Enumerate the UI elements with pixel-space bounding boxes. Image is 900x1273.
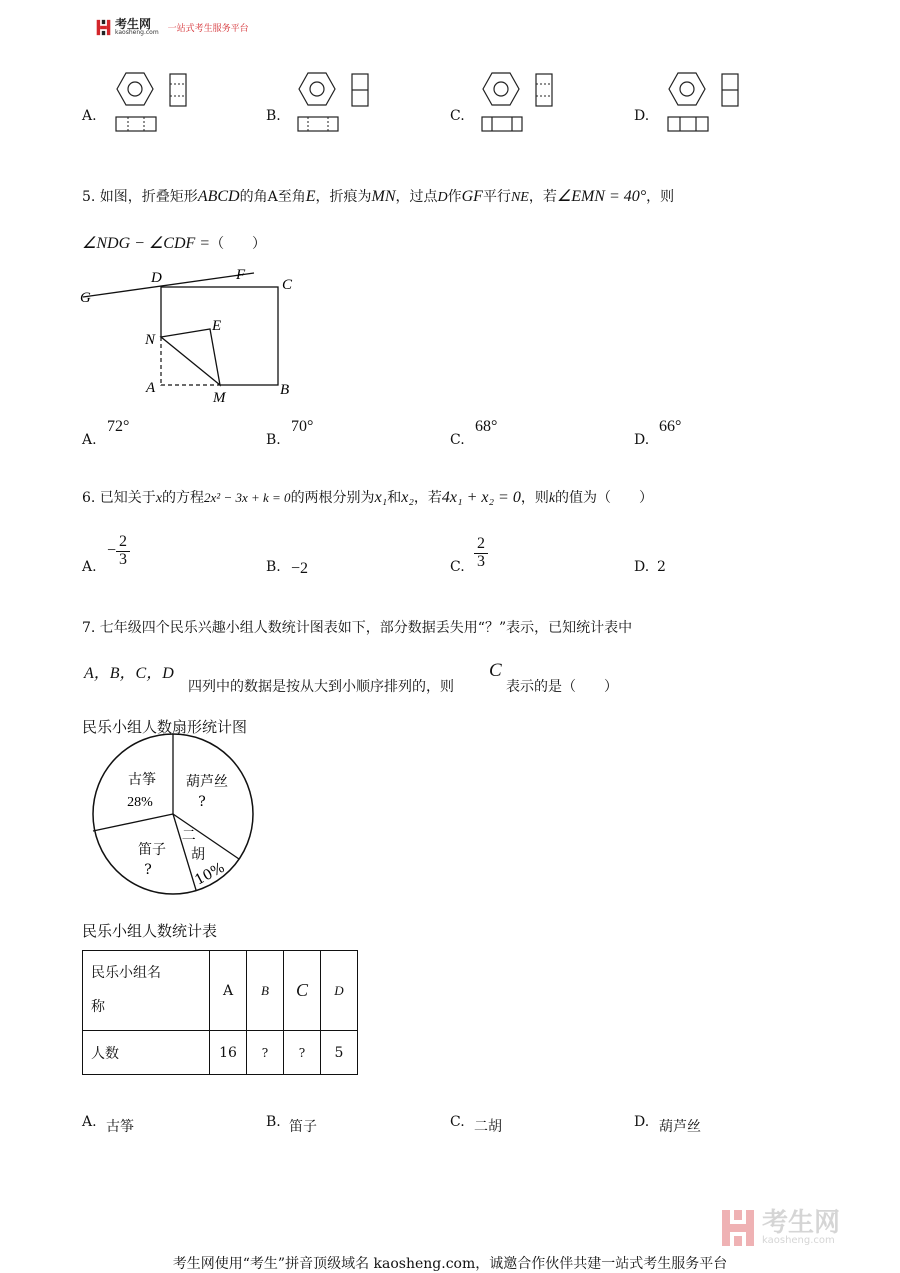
watermark-text [762,1210,840,1246]
q6-prefix: 6. 已知关于 [82,490,156,506]
table-col-b: B [247,951,284,1031]
q7-option-b-value: 笛子 [289,1119,317,1135]
q5-condition: ∠EMN = 40° [556,188,647,205]
q5-label-f: F [236,267,246,283]
q7-option-c-value: 二胡 [474,1119,502,1135]
q6-x1: x₁ [374,489,388,506]
logo-name: 考生网 [115,17,152,31]
q7-option-d-letter[interactable]: D. [634,1114,650,1130]
q5-crease-mn: MN [371,188,396,205]
q7-line2-end: 表示的是（ ） [506,679,618,695]
q5-option-a-letter[interactable]: A. [82,432,97,448]
header-logo[interactable] [95,18,249,36]
q6-option-a-numerator: 2 [119,533,128,550]
q6-x2: x₂ [401,489,414,506]
watermark [718,1208,840,1248]
pie-label-hulusi: 葫芦丝 [186,774,228,790]
table-header-label-l2: 称 [91,998,105,1015]
q6-part5: ，则 [520,490,549,506]
watermark-name: 考生网 [762,1208,841,1238]
q7-stem-line2 [84,660,784,700]
q7-option-b-letter[interactable]: B. [266,1114,281,1130]
q5-rectangle [161,287,278,385]
pie-label-erhu-top: 二 [181,828,196,844]
table-col-d: D [321,951,358,1031]
logo-slogan: 一站式考生服务平台 [167,23,249,34]
q6-stem [82,487,653,507]
q6-part4: ，若 [413,490,442,506]
q5-label-g: G [80,290,91,306]
q6-option-c-numerator: 2 [477,535,485,552]
q6-part3: 的两根分别为 [290,490,375,506]
q5-option-c-value: 68° [475,418,498,435]
q6-part2: 的方程 [162,490,205,506]
q6-part6: 的值为（ ） [555,490,654,506]
q6-option-a-sign: − [107,542,117,560]
q7-stats-table [82,950,358,1075]
q6-option-b-value: −2 [291,560,309,577]
q5-line-ne: NE [510,190,529,205]
q5-option-c-letter[interactable]: C. [450,432,465,448]
pie-value-hulusi: ? [198,794,206,810]
pie-label-erhu-bottom: 胡 [191,847,205,863]
q5-label-e: E [212,318,222,334]
q5-option-a-value: 72° [107,418,130,435]
logo-text [115,18,159,36]
q7-option-d-value: 葫芦丝 [659,1119,701,1135]
q6-option-c-fraction [474,536,488,571]
q5-label-m: M [213,390,226,406]
table-row-label: 人数 [83,1031,210,1075]
q7-letter-c: C [489,660,502,681]
q6-option-a-fraction [116,534,130,569]
q7-table-title: 民乐小组人数统计表 [82,922,218,940]
q6-var-k: k [548,491,556,506]
q6-option-d-letter[interactable]: D. [634,559,650,575]
q5-part3: ，折痕为 [315,189,372,205]
table-value-d: 5 [321,1031,358,1075]
q6-option-c-letter[interactable]: C. [450,559,465,575]
q4-option-b-letter: B. [266,108,281,124]
q6-condition: 4x₁ + x₂ = 0 [441,489,521,506]
table-col-a: A [210,951,247,1031]
footer-text: 考生网使用“考生”拼音顶级域名 kaosheng.com，诚邀合作伙伴共建一站式考生服务平台 [172,1256,728,1272]
q5-option-b-value: 70° [291,418,314,435]
q5-part8: ，则 [646,189,675,205]
q5-part6: 平行 [482,189,511,205]
q5-label-n: N [145,332,156,348]
q5-point-d: D [437,190,448,205]
table-value-a: 16 [210,1031,247,1075]
q5-label-a: A [146,380,156,396]
table-header-label-l1: 民乐小组名 [91,964,161,981]
watermark-logo-icon [718,1208,758,1248]
kaosheng-logo-icon [95,19,112,36]
q5-label-d: D [151,270,162,286]
q5-label-b: B [280,382,290,398]
q4-option-c-letter: C. [450,108,465,124]
q6-option-b-letter[interactable]: B. [266,559,281,575]
table-col-c: C [284,951,321,1031]
q5-option-d-value: 66° [659,418,682,435]
q6-option-a-denominator: 3 [119,550,128,568]
q5-stem-line2 [82,233,266,253]
q6-option-c-denominator: 3 [477,552,485,570]
q7-cols-italic: A，B，C，D [84,665,174,682]
q5-prefix: 5. 如图，折叠矩形 [82,189,198,205]
pie-label-guzheng: 古筝 [128,772,156,788]
q6-var-x: x [155,491,163,506]
q7-option-a-value: 古筝 [106,1119,134,1135]
q5-option-b-letter[interactable]: B. [266,432,281,448]
q6-option-d-value: 2 [657,559,666,575]
q4-figure-d [660,66,755,136]
table-value-c: ? [284,1031,321,1075]
q5-part4: ，过点 [395,189,438,205]
q7-pie-title: 民乐小组人数扇形统计图 [82,718,248,736]
pie-divider-left [93,814,173,831]
q5-expression: ∠NDG − ∠CDF = [82,235,211,252]
q5-part5: 作 [447,189,462,205]
q7-line2-text: 四列中的数据是按从大到小顺序排列的，则 [188,679,454,695]
table-value-b: ? [247,1031,284,1075]
q5-line-gf: GF [461,188,483,205]
q5-part7: ，若 [528,189,557,205]
table-header-label [83,951,210,1031]
q6-and: 和 [387,490,402,506]
q5-label-c: C [282,277,293,293]
pie-value-erhu: 10% [192,859,228,889]
q7-pie-chart [88,732,258,902]
q6-option-a-value [107,534,130,569]
watermark-domain: kaosheng.com [762,1235,835,1246]
q5-blank: （ ） [210,236,267,252]
q6-equation: 2x² − 3x + k = 0 [204,490,291,505]
q5-folded-triangle [161,329,220,385]
q5-point-e: E [305,188,316,205]
q4-figure-c [474,66,569,136]
q5-figure [78,262,308,407]
pie-value-dizi: ? [144,862,152,878]
q4-figure-a [108,66,203,136]
logo-domain: kaosheng.com [115,29,159,36]
q5-rect-name: ABCD [197,188,240,205]
q5-part2: 的角A至角 [239,189,306,205]
q7-stem-line1: 7. 七年级四个民乐兴趣小组人数统计图表如下，部分数据丢失用“？”表示，已知统计表中 [82,620,633,636]
q4-figure-b [290,66,385,136]
q5-stem-line1 [82,186,674,206]
q6-option-a-letter[interactable]: A. [82,559,97,575]
q5-option-d-letter[interactable]: D. [634,432,650,448]
table-row [83,1031,358,1075]
q4-option-a-letter: A. [82,108,97,124]
q7-option-a-letter[interactable]: A. [82,1114,97,1130]
q5-line-gf-segment [83,273,254,297]
pie-label-dizi: 笛子 [138,842,166,858]
table-row [83,951,358,1031]
q7-option-c-letter[interactable]: C. [450,1114,465,1130]
pie-value-guzheng: 28% [127,795,153,810]
q4-option-d-letter: D. [634,108,650,124]
